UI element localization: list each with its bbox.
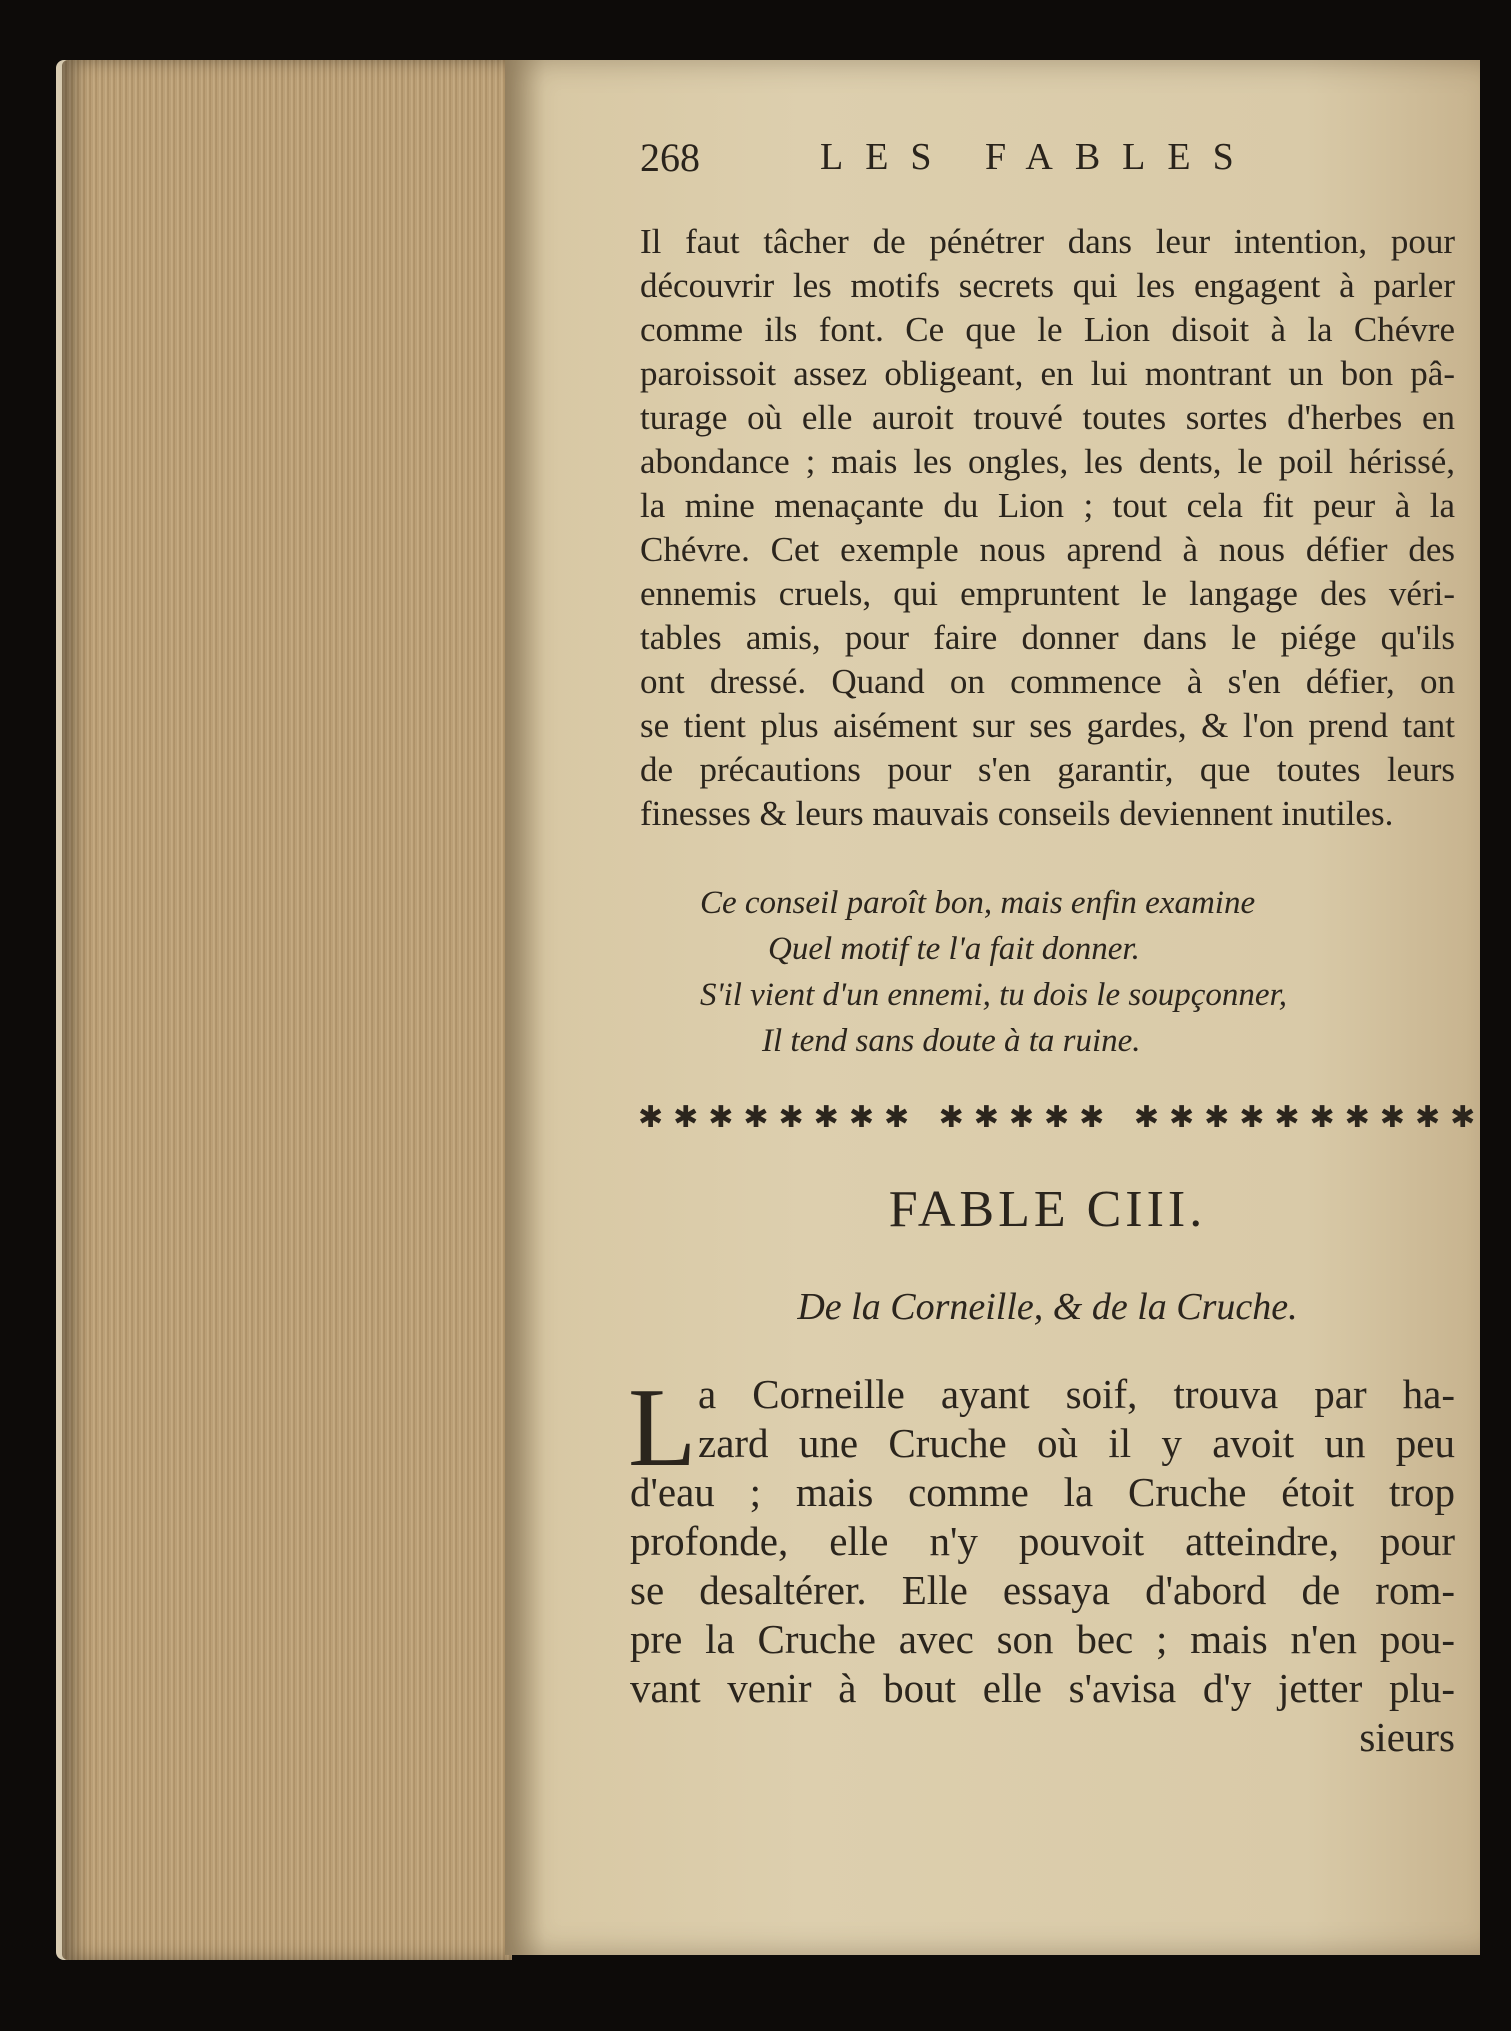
- body-paragraph: [640, 220, 1455, 836]
- verse-line: Il tend sans doute à ta ruine.: [762, 1023, 1141, 1059]
- running-head: [640, 132, 1280, 182]
- text-line: Chévre. Cet exemple nous aprend à nous défier des: [640, 530, 1455, 569]
- text-line: découvrir les motifs secrets qui les engagent à parler: [640, 266, 1455, 305]
- running-title: LES FABLES: [820, 136, 1256, 178]
- text-line: Il faut tâcher de pénétrer dans leur intention, pour: [640, 222, 1455, 261]
- text-line: comme ils font. Ce que le Lion disoit à la Chévre: [640, 310, 1455, 349]
- text-line: ont dressé. Quand on commence à s'en défier, on: [640, 662, 1455, 701]
- text-line: ennemis cruels, qui empruntent le langage des véri-: [640, 574, 1455, 613]
- fable-paragraph: [628, 1366, 1455, 1762]
- text-line: se desaltérer. Elle essaya d'abord de rom-: [630, 1567, 1455, 1613]
- text-line: d'eau ; mais comme la Cruche étoit trop: [630, 1469, 1455, 1515]
- page-edges: [62, 60, 512, 1960]
- text-line: turage où elle auroit trouvé toutes sortes d'herbes en: [640, 398, 1455, 437]
- text-line: se tient plus aisément sur ses gardes, & l'on prend tant: [640, 706, 1455, 745]
- text-line: de précautions pour s'en garantir, que toutes leurs: [640, 750, 1455, 789]
- catchword: sieurs: [1359, 1714, 1455, 1760]
- text-line: a Corneille ayant soif, trouva par ha-: [698, 1371, 1455, 1417]
- text-line: profonde, elle n'y pouvoit atteindre, pour: [630, 1518, 1455, 1564]
- ornament-divider: ✱✱✱✱✱✱✱✱ ✱✱✱✱✱ ✱✱✱✱✱✱✱✱✱✱: [638, 1100, 1486, 1135]
- text-line: vant venir à bout elle s'avisa d'y jetter plu-: [630, 1665, 1455, 1711]
- fable-subtitle: De la Corneille, & de la Cruche.: [797, 1286, 1298, 1328]
- moral-verse: [700, 880, 1420, 1064]
- page-number: 268: [640, 134, 700, 180]
- verse-line: Ce conseil paroît bon, mais enfin examine: [700, 885, 1256, 921]
- text-line: pre la Cruche avec son bec ; mais n'en pou-: [630, 1616, 1455, 1662]
- text-line: finesses & leurs mauvais conseils deviennent inutiles.: [640, 794, 1394, 833]
- text-line: abondance ; mais les ongles, les dents, le poil hérissé,: [640, 442, 1455, 481]
- text-line: tables amis, pour faire donner dans le piége qu'ils: [640, 618, 1455, 657]
- verse-line: S'il vient d'un ennemi, tu dois le soupçonner,: [700, 977, 1287, 1013]
- text-line: zard une Cruche où il y avoit un peu: [698, 1420, 1455, 1466]
- text-line: paroissoit assez obligeant, en lui montrant un bon pâ-: [640, 354, 1455, 393]
- drop-capital: L: [628, 1366, 697, 1490]
- text-line: la mine menaçante du Lion ; tout cela fit peur à la: [640, 486, 1455, 525]
- verse-line: Quel motif te l'a fait donner.: [768, 931, 1140, 967]
- fable-title: FABLE CIII.: [888, 1181, 1207, 1238]
